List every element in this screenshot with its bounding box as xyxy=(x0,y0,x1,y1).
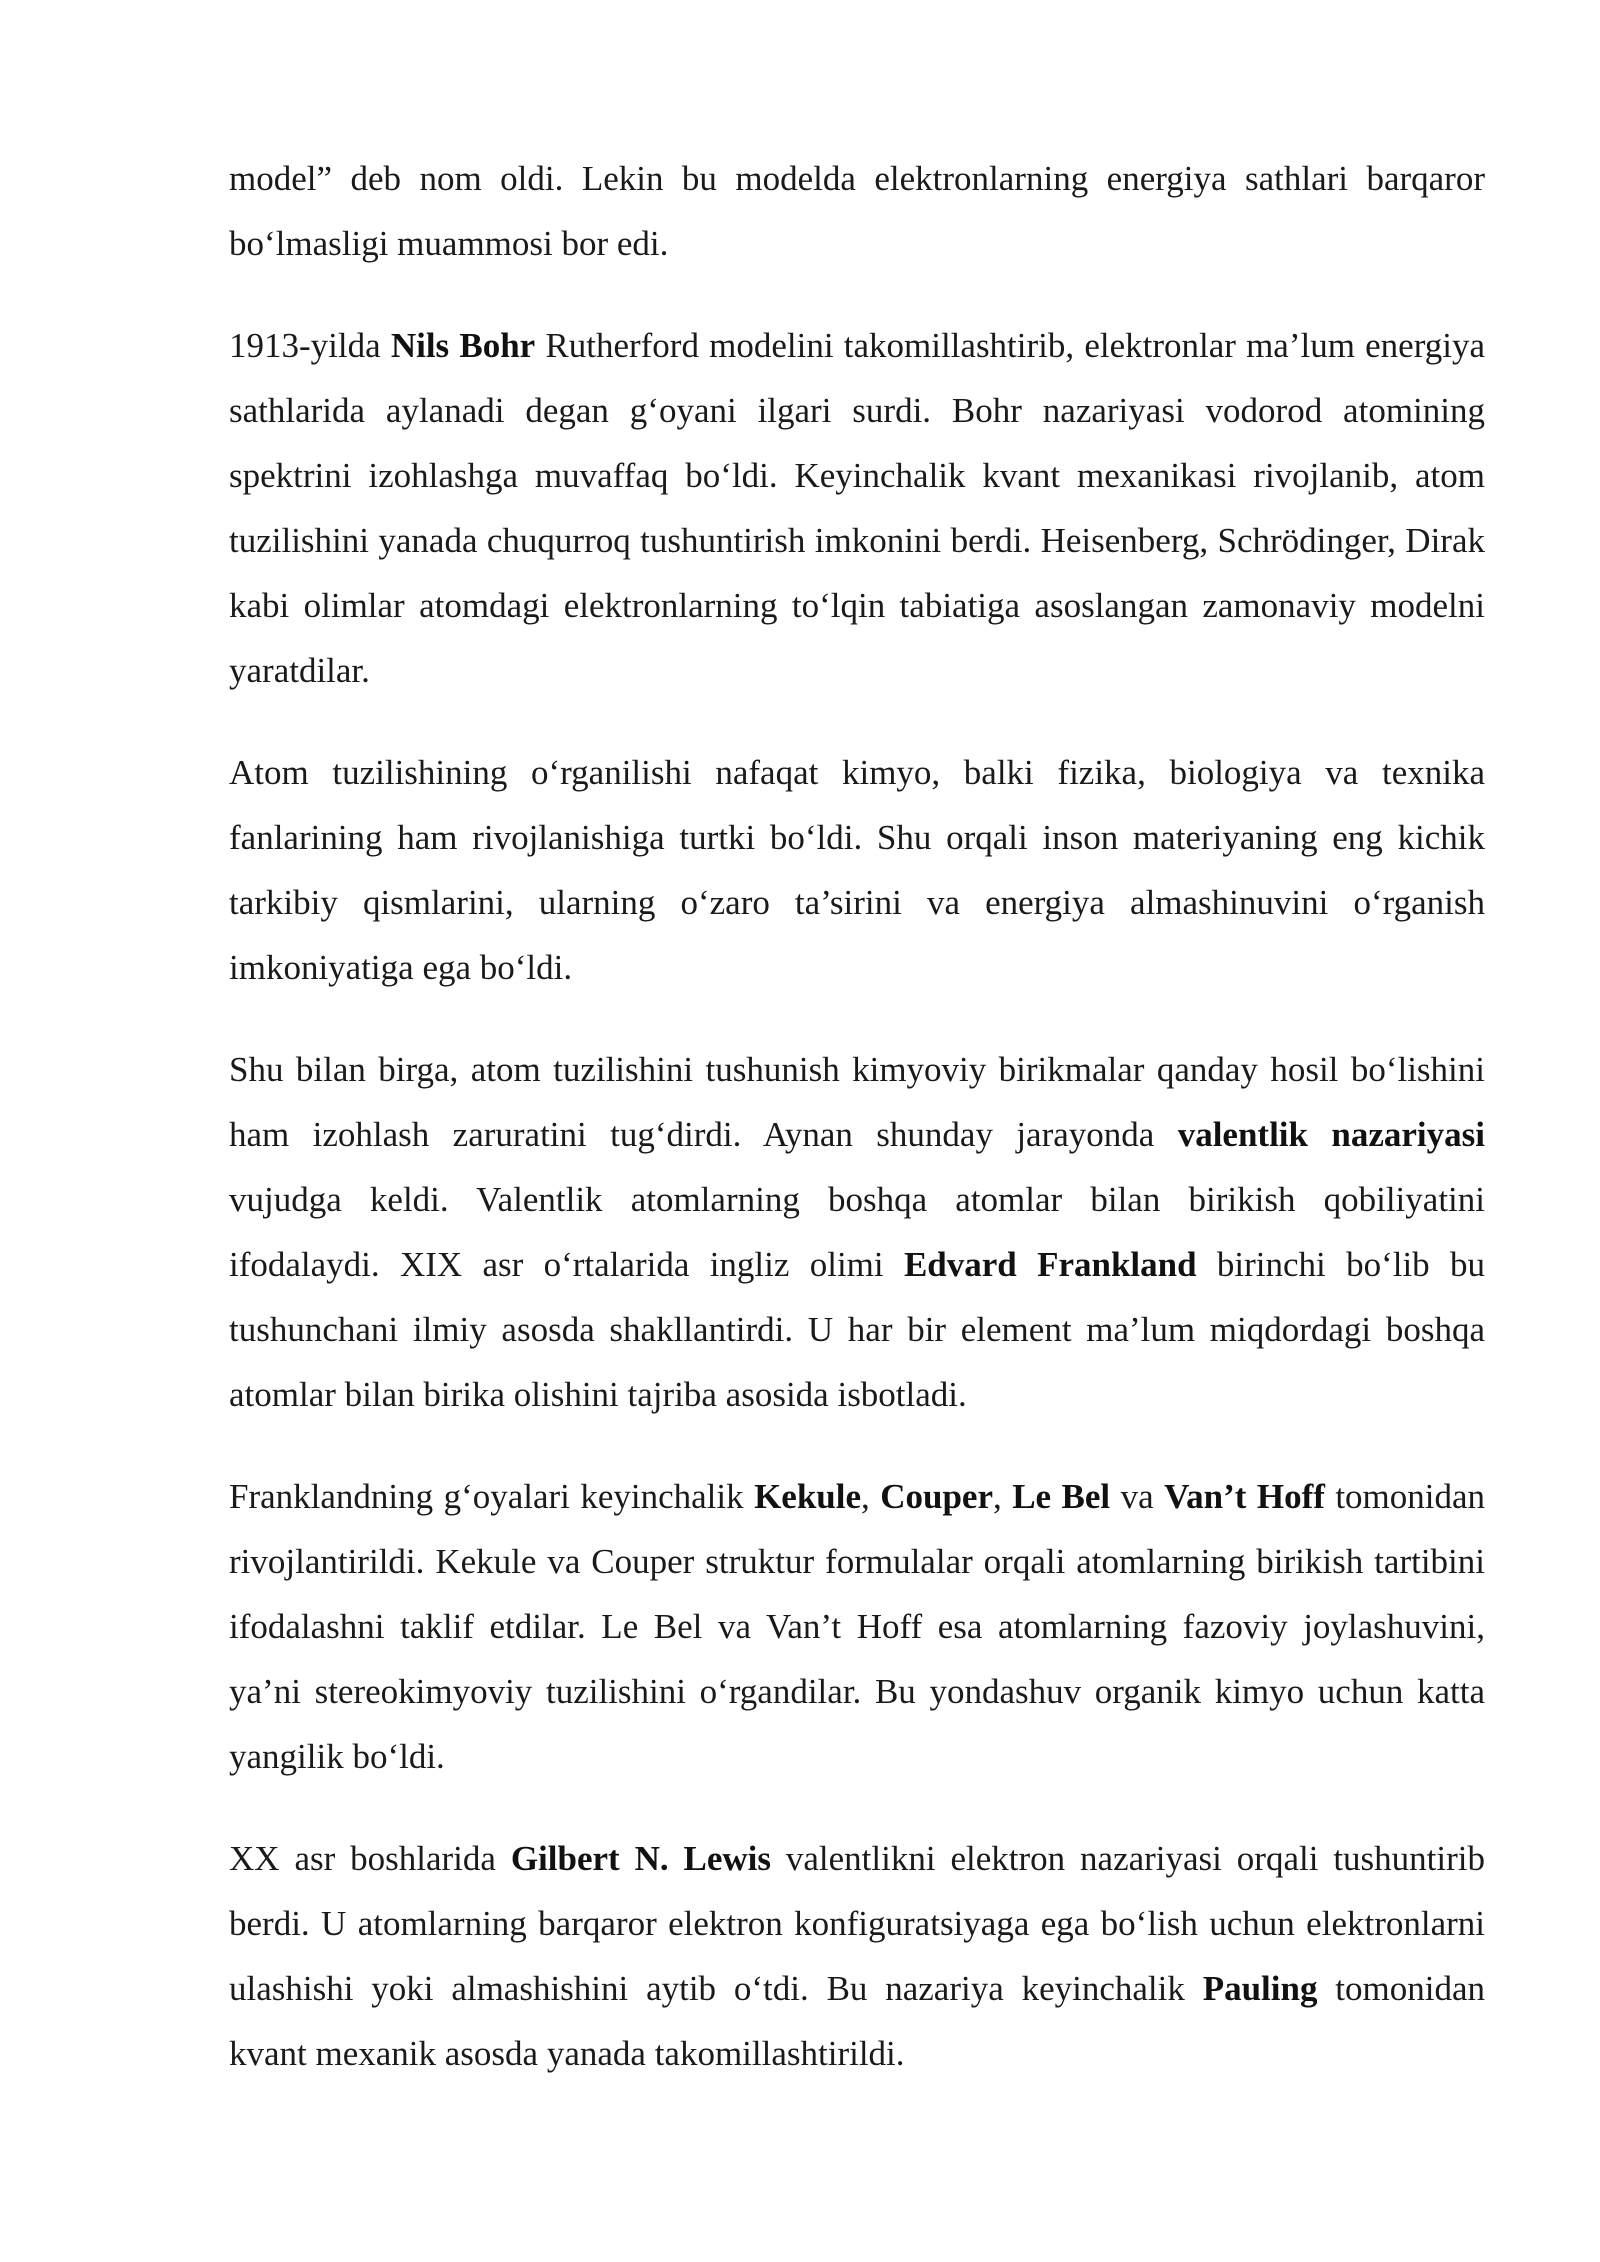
paragraph-5 xyxy=(229,1464,1485,1789)
text-segment: va xyxy=(1110,1477,1165,1516)
text-segment: , xyxy=(861,1477,881,1516)
paragraph-2 xyxy=(229,313,1485,703)
bold-name: Gilbert N. Lewis xyxy=(510,1839,771,1878)
text-segment: , xyxy=(993,1477,1013,1516)
bold-name: Couper xyxy=(880,1477,993,1516)
text-segment: Atom tuzilishining o‘rganilishi nafaqat kimyo, balki fizika, biologiya va texnika fanlarining ham rivojlanishiga turtki bo‘ldi. Shu orqali inson materiyaning eng kichik tarkibiy qismlarini, ularning o‘zaro ta’sirini va energiya almashinuvini o‘rganish imkoniyatiga ega bo‘ldi. xyxy=(229,753,1485,987)
text-segment: Franklandning g‘oyalari keyinchalik xyxy=(229,1477,755,1516)
text-segment: tomonidan rivojlantirildi. Kekule va Couper struktur formulalar orqali atomlarning birikish tartibini ifodalashni taklif etdilar. Le Bel va Van’t Hoff esa atomlarning fazoviy joylashuvini, ya’ni stereokimyoviy tuzilishini o‘rgandilar. Bu yondashuv organik kimyo uchun katta yangilik bo‘ldi. xyxy=(229,1477,1486,1776)
text-segment: model” deb nom oldi. Lekin bu modelda elektronlarning energiya sathlari barqaror bo‘lmasligi muammosi bor edi. xyxy=(229,159,1485,263)
bold-name: Van’t Hoff xyxy=(1164,1477,1325,1516)
paragraph-6 xyxy=(229,1826,1485,2086)
paragraph-4 xyxy=(229,1037,1485,1427)
text-segment: birinchi bo‘lib bu tushunchani ilmiy asosda shakllantirdi. U har bir element ma’lum miqdordagi boshqa atomlar bilan birika olishini tajriba asosida isbotladi. xyxy=(229,1245,1486,1414)
text-segment: tomonidan kvant mexanik asosda yanada takomillashtirildi. xyxy=(229,1969,1485,2073)
bold-name: Pauling xyxy=(1202,1969,1318,2008)
paragraph-3 xyxy=(229,740,1485,1000)
bold-name: Le Bel xyxy=(1012,1477,1111,1516)
paragraph-1 xyxy=(229,146,1485,276)
bold-name: Kekule xyxy=(754,1477,862,1516)
text-segment: Rutherford modelini takomillashtirib, elektronlar ma’lum energiya sathlarida aylanadi degan g‘oyani ilgari surdi. Bohr nazariyasi vodorod atomining spektrini izohlashga muvaffaq bo‘ldi. Keyinchalik kvant mexanikasi rivojlanib, atom tuzilishini yanada chuqurroq tushuntirish imkonini berdi. Heisenberg, Schrödinger, Dirak kabi olimlar atomdagi elektronlarning to‘lqin tabiatiga asoslangan zamonaviy modelni yaratdilar. xyxy=(229,326,1485,690)
bold-term: valentlik nazariyasi xyxy=(1177,1115,1485,1154)
bold-name: Nils Bohr xyxy=(390,326,536,365)
document-body xyxy=(229,146,1485,2123)
text-segment: valentlikni elektron nazariyasi orqali tushuntirib berdi. U atomlarning barqaror elektron konfiguratsiyaga ega bo‘lish uchun elektronlarni ulashishi yoki almashishini aytib o‘tdi. Bu nazariya keyinchalik xyxy=(229,1839,1485,2008)
bold-name: Edvard Frankland xyxy=(903,1245,1197,1284)
text-segment: vujudga keldi. Valentlik atomlarning boshqa atomlar bilan birikish qobiliyatini ifodalaydi. XIX asr o‘rtalarida ingliz olimi xyxy=(229,1180,1485,1284)
text-segment: 1913-yilda xyxy=(229,326,391,365)
text-segment: Shu bilan birga, atom tuzilishini tushunish kimyoviy birikmalar qanday hosil bo‘lishini ham izohlash zaruratini tug‘dirdi. Aynan shunday jarayonda xyxy=(229,1050,1485,1154)
text-segment: XX asr boshlarida xyxy=(229,1839,511,1878)
